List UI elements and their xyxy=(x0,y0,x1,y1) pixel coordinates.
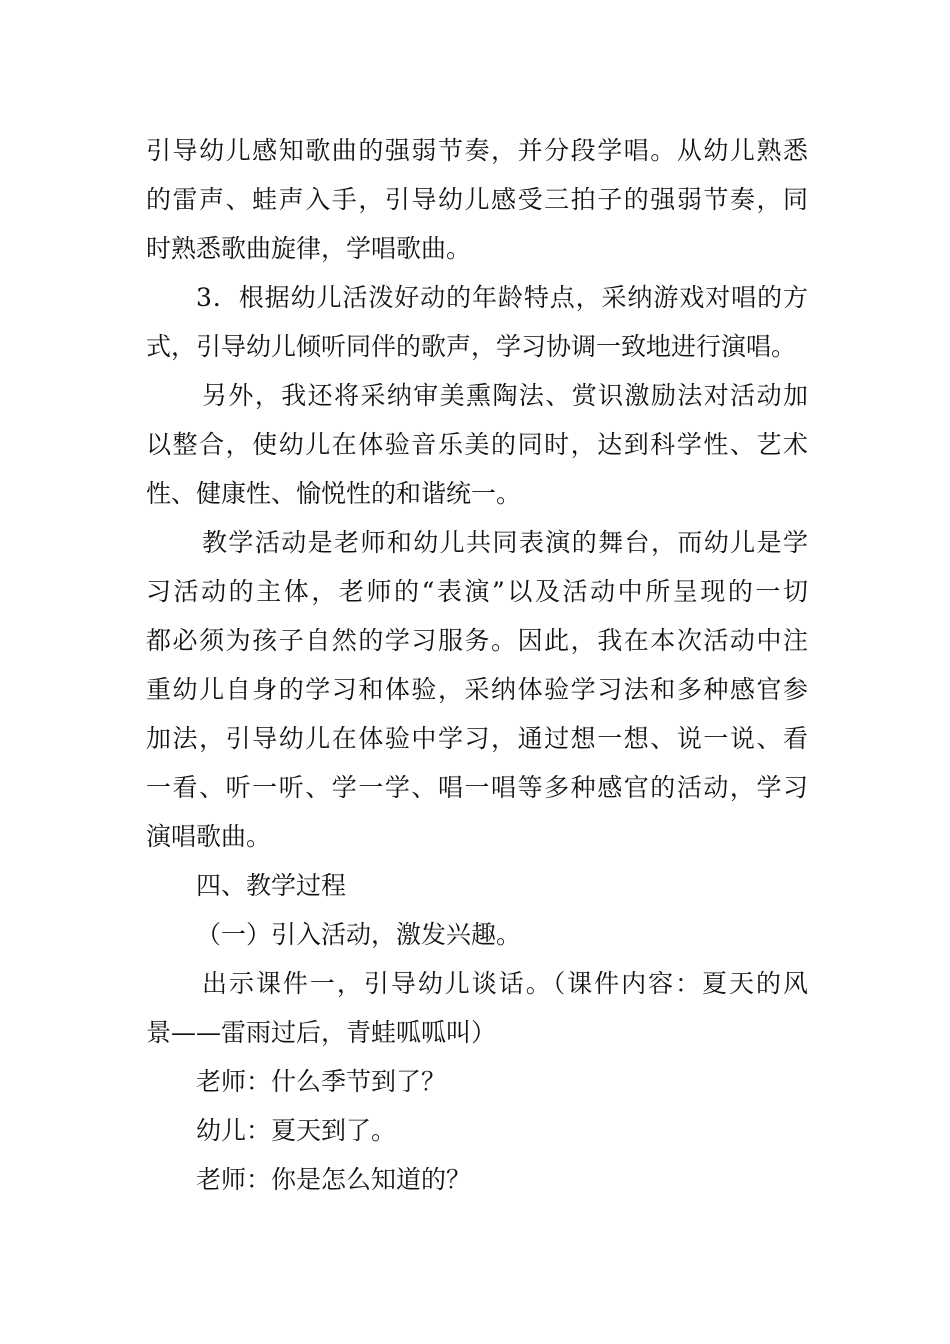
document-body xyxy=(146,126,808,1204)
text-line: 时熟悉歌曲旋律，学唱歌曲。 xyxy=(146,234,472,263)
text-line: 出示课件一，引导幼儿谈话。（课件内容：夏天的风 xyxy=(202,969,808,998)
text-line: 式，引导幼儿倾听同伴的歌声，学习协调一致地进行演唱。 xyxy=(146,332,797,361)
paragraph xyxy=(146,273,808,371)
paragraph xyxy=(146,518,808,861)
text-line: 的雷声、蛙声入手，引导幼儿感受三拍子的强弱节奏，同 xyxy=(146,185,808,214)
text-line: 引导幼儿感知歌曲的强弱节奏，并分段学唱。从幼儿熟悉 xyxy=(146,136,808,165)
text-line: 3．根据幼儿活泼好动的年龄特点，采纳游戏对唱的方 xyxy=(196,283,808,312)
subsection-heading xyxy=(146,910,808,959)
text-line: 幼儿：夏天到了。 xyxy=(196,1116,397,1145)
text-line: 演唱歌曲。 xyxy=(146,822,272,851)
text-line: 另外，我还将采纳审美熏陶法、赏识激励法对活动加 xyxy=(202,381,808,410)
text-line: 教学活动是老师和幼儿共同表演的舞台，而幼儿是学 xyxy=(202,528,808,557)
paragraph xyxy=(146,126,808,273)
text-line: （一）引入活动，激发兴趣。 xyxy=(196,920,522,949)
paragraph xyxy=(146,959,808,1057)
text-line: 加法，引导幼儿在体验中学习，通过想一想、说一说、看 xyxy=(146,724,808,753)
text-line: 重幼儿自身的学习和体验，采纳体验学习法和多种感官参 xyxy=(146,675,808,704)
text-line: 景——雷雨过后，青蛙呱呱叫） xyxy=(146,1018,497,1047)
paragraph xyxy=(146,371,808,518)
dialogue-line xyxy=(146,1106,808,1155)
dialogue-line xyxy=(146,1057,808,1106)
text-line: 四、教学过程 xyxy=(196,871,347,900)
text-line: 以整合，使幼儿在体验音乐美的同时，达到科学性、艺术 xyxy=(146,430,808,459)
dialogue-line xyxy=(146,1155,808,1204)
text-line: 都必须为孩子自然的学习服务。因此，我在本次活动中注 xyxy=(146,626,808,655)
text-line: 一看、听一听、学一学、唱一唱等多种感官的活动，学习 xyxy=(146,773,808,802)
text-line: 老师：什么季节到了？ xyxy=(196,1067,447,1096)
text-line: 性、健康性、愉悦性的和谐统一。 xyxy=(146,479,522,508)
text-line: 老师：你是怎么知道的？ xyxy=(196,1165,472,1194)
text-line: 习活动的主体，老师的“表演”以及活动中所呈现的一切 xyxy=(146,577,808,606)
section-heading xyxy=(146,861,808,910)
